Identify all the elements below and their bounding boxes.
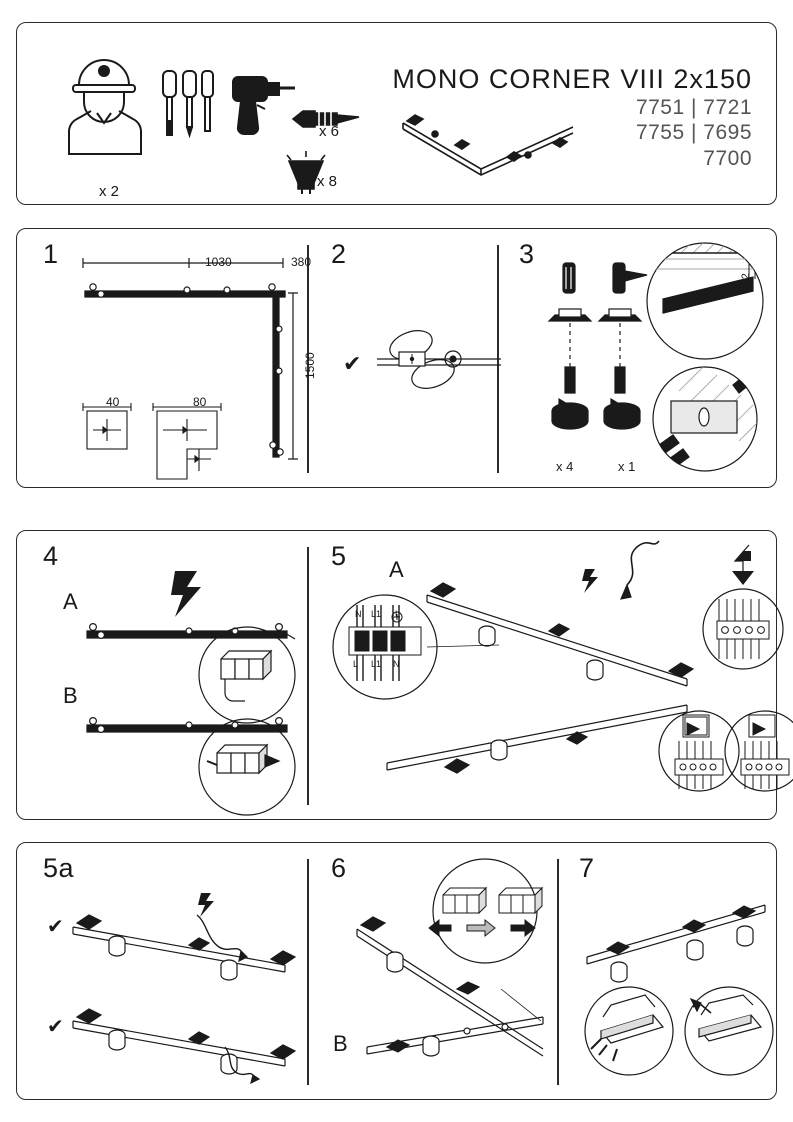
step-5a-number: 5a [43,853,75,883]
step-7-drawing [573,871,783,1087]
step-3-number: 3 [519,239,535,269]
title-block [392,65,752,172]
svg-text:N: N [393,659,400,669]
svg-text:✔: ✔ [47,1016,64,1038]
dim-profile-large: 80 [193,395,207,409]
svg-text:1-2: 1-2 [740,273,752,289]
svg-text:L1: L1 [371,609,382,619]
dim-vertical: 1500 [303,352,317,379]
installer-icon [61,49,147,165]
divider-4 [307,859,309,1085]
step-5a-drawing [41,871,303,1089]
svg-text:L1: L1 [371,659,382,669]
step-3-drawing [537,249,767,477]
screwdriver-icon [157,67,217,147]
svg-text:✔: ✔ [47,916,64,938]
step-4-variant-b: B [63,683,78,708]
model-line-1: 7751 | 7721 [635,95,752,119]
step-4-variant-a: A [63,589,78,614]
step-2-drawing [373,319,503,399]
step-6-drawing [327,869,555,1089]
installer-qty-label: x 2 [98,183,120,200]
profile-sections-drawing [79,397,279,477]
dim-top-long: 1030 [205,255,232,269]
row-1-panel [16,228,777,488]
step-1-number: 1 [43,239,59,269]
step-3-qty-left: x 4 [556,459,574,474]
svg-text:L: L [353,659,359,669]
row-2-panel [16,530,777,820]
model-line-2: 7755 | 7695 [635,121,752,145]
dim-top-short: 380 [291,255,312,269]
step-5-number: 5 [331,541,347,571]
model-line-3: 7700 [703,146,752,170]
product-title: MONO CORNER VIII 2x150 [392,64,752,94]
svg-text:N: N [355,609,362,619]
divider-5 [557,859,559,1085]
row-3-panel [16,842,777,1100]
step-6-variant-b: B [333,1031,348,1056]
step-2-check: ✔ [343,351,362,376]
svg-text:L: L [395,609,401,619]
step-3-qty-right: x 1 [618,459,636,474]
step-6-number: 6 [331,853,347,883]
step-5-variant-a: A [389,557,404,582]
header-panel [16,22,777,205]
divider-3 [307,547,309,805]
step-5-drawing [327,555,777,813]
plug-qty-label: x 6 [319,123,340,140]
step-4-drawing [57,555,307,805]
bulb-qty-label: x 8 [317,173,338,190]
step-4-number: 4 [43,541,59,571]
dim-profile-small: 40 [106,395,120,409]
step-2-number: 2 [331,239,347,269]
step-7-number: 7 [579,853,595,883]
